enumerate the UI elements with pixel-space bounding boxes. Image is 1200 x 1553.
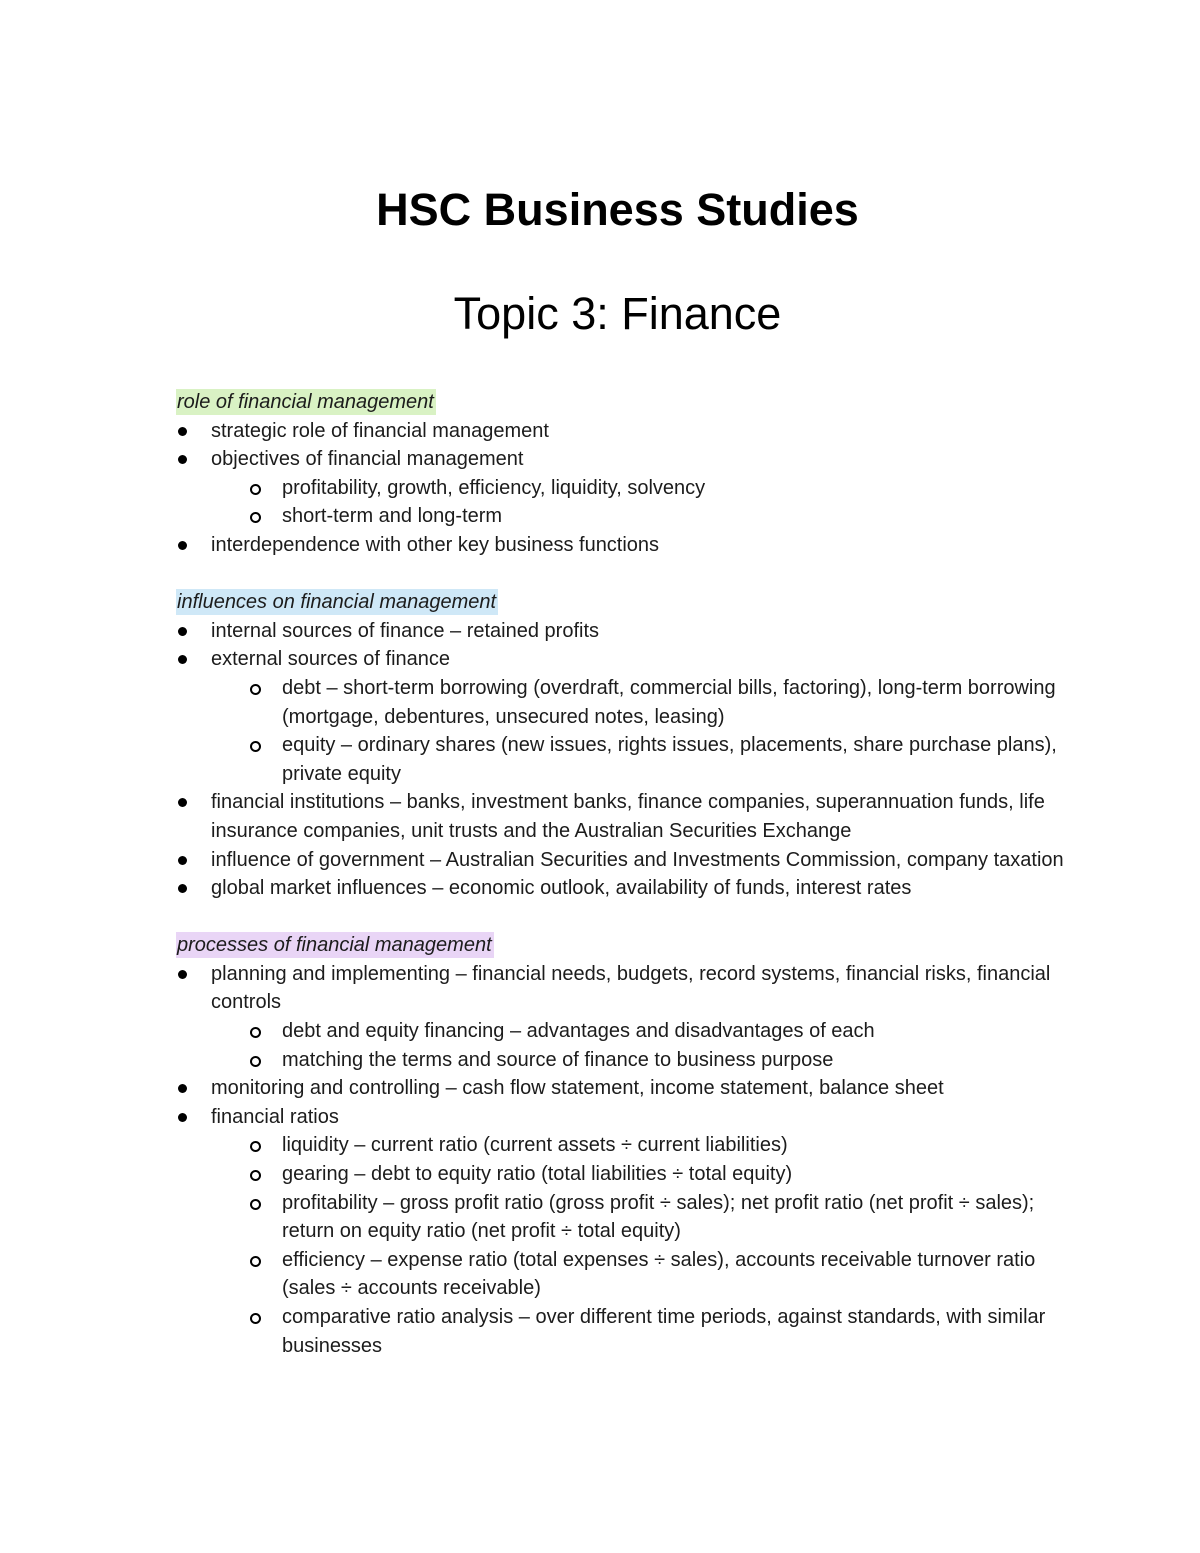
list-item — [176, 417, 1066, 446]
sub-list-item — [176, 474, 1066, 503]
sub-list-item — [176, 1189, 1066, 1246]
list-item — [176, 960, 1066, 1074]
bullet-icon — [178, 627, 187, 636]
sub-list-item-text: matching the terms and source of finance to business purpose — [282, 1048, 834, 1071]
list-item — [176, 617, 1066, 646]
bullet-icon — [178, 798, 187, 807]
sub-list-item-text: equity – ordinary shares (new issues, rights issues, placements, share purchase plans), private equity — [282, 734, 1057, 785]
sub-list-item — [176, 1046, 1066, 1075]
list-item-text: monitoring and controlling – cash flow statement, income statement, balance sheet — [211, 1077, 944, 1100]
section-processes — [176, 931, 1066, 1360]
bullet-list — [176, 417, 1066, 560]
circle-bullet-icon — [250, 1313, 261, 1324]
page-subtitle: Topic 3: Finance — [453, 288, 782, 339]
section-role — [176, 388, 1066, 560]
circle-bullet-icon — [250, 1027, 261, 1038]
sub-list-item-text: efficiency – expense ratio (total expenses ÷ sales), accounts receivable turnover ratio (sales ÷ accounts receivable) — [282, 1248, 1036, 1300]
bullet-icon — [178, 884, 187, 893]
circle-bullet-icon — [250, 684, 261, 695]
list-item-text: financial institutions – banks, investment banks, finance companies, superannuation funds, life insurance companies, unit trusts and the Australian Securities Exchange — [211, 791, 1045, 842]
circle-bullet-icon — [250, 512, 261, 523]
circle-bullet-icon — [250, 1256, 261, 1267]
sub-list-item — [176, 1160, 1066, 1189]
circle-bullet-icon — [250, 1056, 261, 1067]
sub-list-item — [176, 674, 1066, 731]
list-item-text: planning and implementing – financial needs, budgets, record systems, financial risks, financial controls — [211, 962, 1051, 1014]
sub-list — [211, 1131, 1066, 1360]
circle-bullet-icon — [250, 484, 261, 495]
section-heading: influences on financial management — [177, 591, 497, 614]
list-item — [176, 1103, 1066, 1360]
sub-list-item-text: liquidity – current ratio (current assets ÷ current liabilities) — [282, 1134, 788, 1157]
section-heading: processes of financial management — [177, 934, 492, 957]
list-item-text: financial ratios — [211, 1105, 339, 1128]
document-content — [176, 388, 1066, 1389]
sub-list-item — [176, 731, 1066, 788]
sub-list-item — [176, 1131, 1066, 1160]
list-item-text: external sources of finance — [211, 648, 451, 671]
list-item — [176, 788, 1066, 845]
bullet-list — [176, 960, 1066, 1360]
list-item — [176, 1074, 1066, 1103]
page-title: HSC Business Studies — [376, 184, 859, 235]
list-item-text: interdependence with other key business functions — [211, 533, 660, 556]
bullet-icon — [178, 541, 187, 550]
sub-list — [211, 674, 1066, 788]
list-item — [176, 846, 1066, 875]
section-heading: role of financial management — [177, 391, 434, 413]
circle-bullet-icon — [250, 1141, 261, 1152]
list-item — [176, 645, 1066, 788]
sub-list-item-text: gearing – debt to equity ratio (total liabilities ÷ total equity) — [282, 1163, 793, 1186]
bullet-list — [176, 617, 1066, 903]
sub-list-item-text: profitability, growth, efficiency, liquidity, solvency — [282, 476, 706, 499]
sub-list — [211, 474, 1066, 531]
sub-list-item-text: profitability – gross profit ratio (gross profit ÷ sales); net profit ratio (net profit ÷ sales); return on equity ratio (net profit ÷ total equity) — [282, 1191, 1035, 1243]
bullet-icon — [178, 856, 187, 865]
sub-list-item — [176, 1303, 1066, 1360]
list-item-text: internal sources of finance – retained profits — [211, 619, 599, 642]
circle-bullet-icon — [250, 1199, 261, 1210]
bullet-icon — [178, 1084, 187, 1093]
bullet-icon — [178, 655, 187, 664]
list-item — [176, 531, 1066, 560]
sub-list-item — [176, 1017, 1066, 1046]
sub-list — [211, 1017, 1066, 1074]
bullet-icon — [178, 970, 187, 979]
bullet-icon — [178, 455, 187, 464]
bullet-icon — [178, 427, 187, 436]
section-influences — [176, 588, 1066, 903]
list-item-text: global market influences – economic outlook, availability of funds, interest rates — [211, 877, 912, 900]
sub-list-item-text: debt and equity financing – advantages and disadvantages of each — [282, 1020, 875, 1043]
list-item-text: objectives of financial management — [211, 448, 524, 471]
list-item-text: influence of government – Australian Securities and Investments Commission, company taxation — [211, 848, 1064, 871]
circle-bullet-icon — [250, 1170, 261, 1181]
list-item — [176, 874, 1066, 903]
bullet-icon — [178, 1113, 187, 1122]
list-item-text: strategic role of financial management — [211, 419, 549, 442]
sub-list-item — [176, 1246, 1066, 1303]
circle-bullet-icon — [250, 741, 261, 752]
sub-list-item — [176, 502, 1066, 531]
sub-list-item-text: debt – short-term borrowing (overdraft, commercial bills, factoring), long-term borrowing (mortgage, debentures, unsecured notes, leasing) — [282, 676, 1056, 728]
sub-list-item-text: short-term and long-term — [282, 505, 503, 528]
sub-list-item-text: comparative ratio analysis – over different time periods, against standards, with similar businesses — [282, 1306, 1046, 1357]
list-item — [176, 445, 1066, 531]
